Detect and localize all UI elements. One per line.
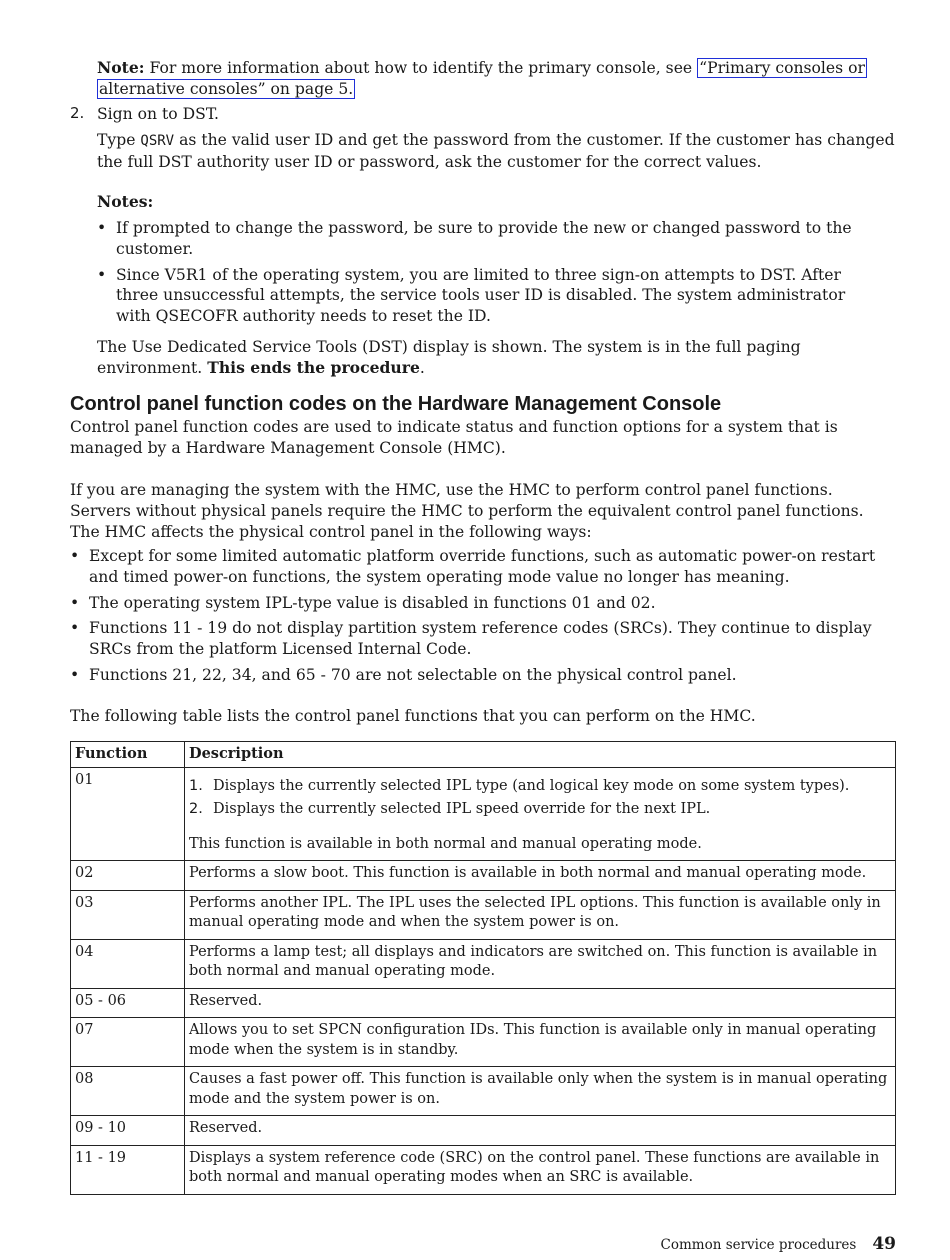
note-text: For more information about how to identify the primary console, see (149, 59, 693, 77)
function-codes-table (70, 741, 896, 1195)
table-row (71, 861, 896, 891)
step-body (97, 130, 897, 173)
function-description: Performs another IPL. The IPL uses the selected IPL options. This function is available only in manual operating mode and when the system power is on. (185, 890, 896, 939)
function-code: 05 - 06 (71, 988, 185, 1018)
function-code: 09 - 10 (71, 1116, 185, 1146)
function-description (185, 767, 896, 861)
primary-consoles-link[interactable]: “Primary consoles or (699, 59, 865, 77)
footer-title: Common service procedures (660, 1237, 857, 1253)
step-title: Sign on to DST. (97, 105, 219, 123)
section-intro: Control panel function codes are used to indicate status and function options for a system that is managed by a Hardware Management Console (HMC). (70, 418, 838, 457)
item-number: 2. (189, 801, 203, 817)
function-description: Performs a slow boot. This function is available in both normal and manual operating mode. (185, 861, 896, 891)
section-heading: Control panel function codes on the Hardware Management Console (70, 393, 722, 415)
effect-item: • Except for some limited automatic platform override functions, such as automatic power-on restart and timed power-on functions, the system operating mode value no longer has meaning. (70, 546, 896, 588)
table-intro: The following table lists the control panel functions that you can perform on the HMC. (70, 707, 756, 725)
table-row (71, 767, 896, 861)
table-row (71, 1067, 896, 1116)
row01-after: This function is available in both normal and manual operating mode. (189, 835, 702, 852)
function-code: 07 (71, 1018, 185, 1067)
step-body-text: as the valid user ID and get the password from the customer. If the customer has changed the full DST authority user ID or password, ask the customer for the correct values. (97, 131, 895, 171)
hmc-effects-list (70, 546, 896, 691)
notes-label: Notes: (97, 192, 154, 211)
table-row (71, 988, 896, 1018)
result-end: . (419, 358, 425, 377)
function-description: Displays a system reference code (SRC) on the control panel. These functions are available in both normal and manual operating modes when an SRC is available. (185, 1145, 896, 1194)
header-description: Description (185, 742, 896, 768)
item-number: 1. (189, 777, 203, 794)
row01-list (189, 777, 891, 820)
item-text: Displays the currently selected IPL speed override for the next IPL. (213, 801, 711, 817)
effect-item: • The operating system IPL-type value is disabled in functions 01 and 02. (70, 593, 896, 614)
row01-item (189, 800, 891, 820)
function-code: 04 (71, 939, 185, 988)
function-code: 02 (71, 861, 185, 891)
function-description: Performs a lamp test; all displays and indicators are switched on. This function is available in both normal and manual operating mode. (185, 939, 896, 988)
item-text: Displays the currently selected IPL type (and logical key mode on some system types). (213, 777, 850, 794)
step-result (97, 337, 877, 379)
note-primary-console (97, 58, 897, 100)
function-code: 01 (71, 767, 185, 861)
qsrv-code: QSRV (140, 133, 175, 149)
function-description: Reserved. (185, 1116, 896, 1146)
section-para2: If you are managing the system with the HMC, use the HMC to perform control panel functions. Servers without physical panels require the HMC to perform the equivalent control panel functions. The HMC affects the physical control panel in the following ways: (70, 481, 864, 541)
header-function: Function (71, 742, 185, 768)
result-bold: This ends the procedure (207, 357, 420, 377)
function-description: Reserved. (185, 988, 896, 1018)
note-item: • If prompted to change the password, be sure to provide the new or changed password to the customer. (97, 218, 877, 260)
row01-item (189, 777, 891, 797)
note-item: • Since V5R1 of the operating system, you are limited to three sign-on attempts to DST. After three unsuccessful attempts, the service tools user ID is disabled. The system administrator with QSECOFR authority needs to reset the ID. (97, 265, 877, 327)
table-row (71, 1145, 896, 1194)
table-row (71, 890, 896, 939)
function-code: 11 - 19 (71, 1145, 185, 1194)
effect-item: • Functions 21, 22, 34, and 65 - 70 are not selectable on the physical control panel. (70, 665, 896, 686)
page-footer (661, 1234, 896, 1254)
notes-list (97, 218, 877, 332)
note-label: Note: (97, 58, 145, 77)
table-header-row (71, 742, 896, 768)
type-word: Type (97, 131, 136, 149)
table-row (71, 1018, 896, 1067)
function-description: Allows you to set SPCN configuration IDs. This function is available only in manual operating mode when the system is in standby. (185, 1018, 896, 1067)
primary-consoles-link-cont[interactable]: alternative consoles” on page 5. (99, 79, 354, 98)
table-row (71, 939, 896, 988)
page-number: 49 (872, 1234, 896, 1254)
table-row (71, 1116, 896, 1146)
result-text: The Use Dedicated Service Tools (DST) display is shown. The system is in the full paging environment. (97, 338, 801, 377)
function-code: 03 (71, 890, 185, 939)
function-code: 08 (71, 1067, 185, 1116)
function-description: Causes a fast power off. This function is available only when the system is in manual operating mode and the system power is on. (185, 1067, 896, 1116)
step-number: 2. (70, 104, 85, 122)
effect-item: • Functions 11 - 19 do not display partition system reference codes (SRCs). They continue to display SRCs from the platform Licensed Internal Code. (70, 618, 896, 660)
